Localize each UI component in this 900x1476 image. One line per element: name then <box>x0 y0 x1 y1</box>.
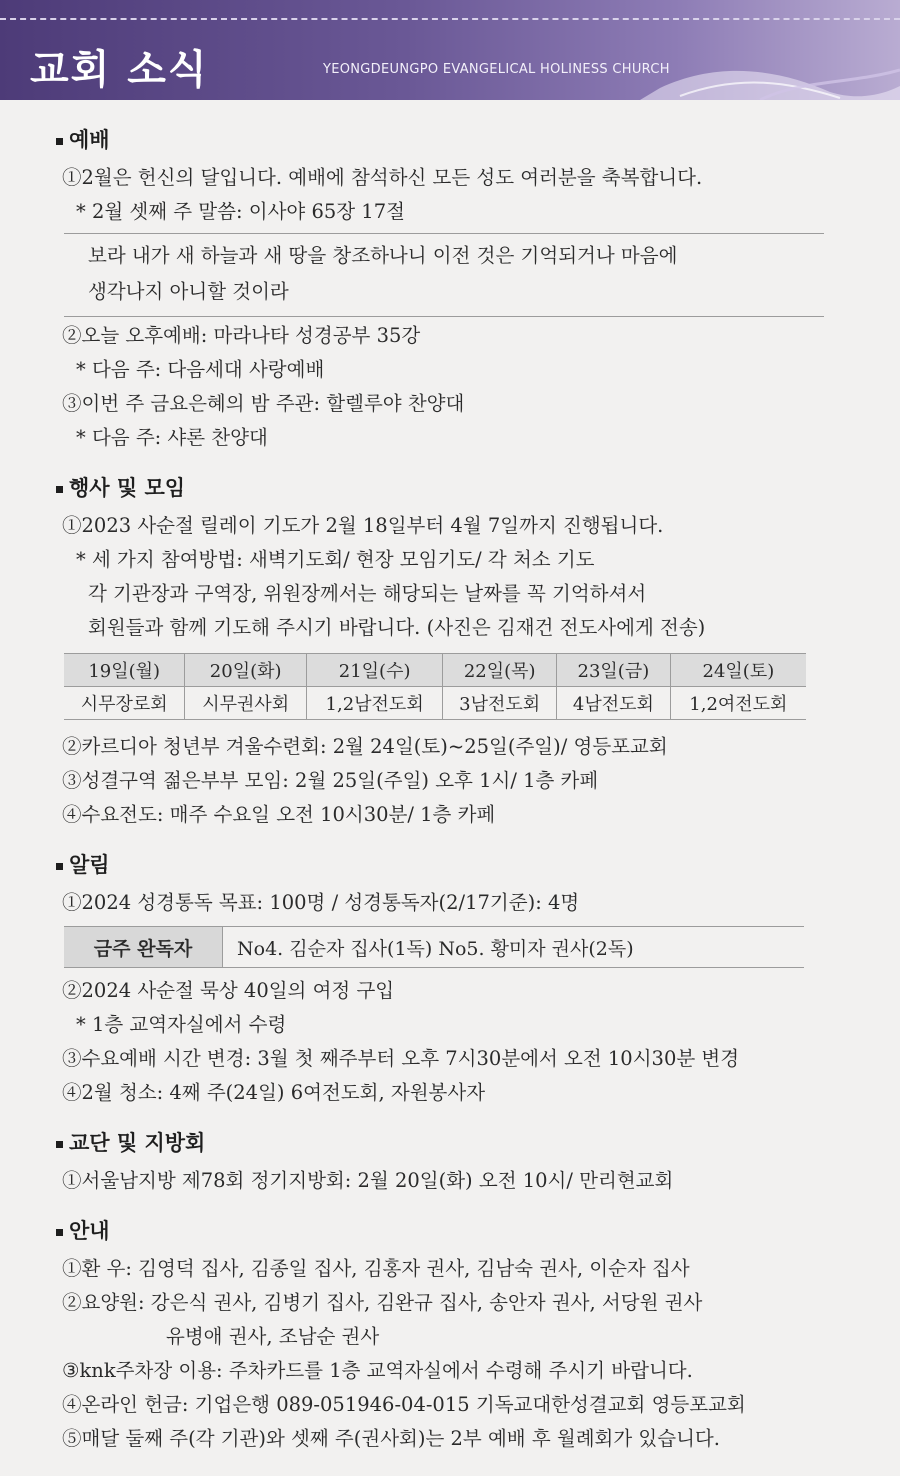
header-banner <box>0 0 900 100</box>
table-cell: 시무권사회 <box>185 687 307 720</box>
guide-line-2: ②요양원: 강은식 권사, 김병기 집사, 김완규 집사, 송안자 권사, 서당원 권사 <box>62 1291 703 1314</box>
scripture-quote <box>64 233 824 317</box>
quote-line-2: 생각나지 아니할 것이라 <box>88 280 289 303</box>
district-line-1: ①서울남지방 제78회 정기지방회: 2월 20일(화) 오전 10시/ 만리현교회 <box>62 1169 674 1192</box>
events-line-2: * 세 가지 참여방법: 새벽기도회/ 현장 모임기도/ 각 처소 기도 <box>76 548 595 571</box>
notices-line-3: * 1층 교역자실에서 수령 <box>76 1013 287 1036</box>
events-line-3: 각 기관장과 구역장, 위원장께서는 해당되는 날짜를 꼭 기억하셔서 <box>88 582 647 605</box>
section-heading-guide: 안내 <box>56 1216 832 1246</box>
guide-line-1: ①환 우: 김영덕 집사, 김종일 집사, 김홍자 권사, 김남숙 권사, 이순자 집사 <box>62 1257 690 1280</box>
events-line-6: ③성결구역 젊은부부 모임: 2월 25일(주일) 오후 1시/ 1층 카페 <box>62 769 599 792</box>
table-cell: 1,2남전도회 <box>306 687 442 720</box>
worship-line-4: * 다음 주: 다음세대 사랑예배 <box>76 358 325 381</box>
table-row <box>64 687 806 720</box>
completed-readers-value: No4. 김순자 집사(1독) No5. 황미자 권사(2독) <box>237 937 634 960</box>
notices-line-4: ③수요예배 시간 변경: 3월 첫 째주부터 오후 7시30분에서 오전 10시30분 변경 <box>62 1047 740 1070</box>
table-cell: 21일(수) <box>306 654 442 687</box>
notices-line-2: ②2024 사순절 묵상 40일의 여정 구입 <box>62 979 395 1002</box>
notices-line-5: ④2월 청소: 4째 주(24일) 6여전도회, 자원봉사자 <box>62 1081 486 1104</box>
table-cell: 24일(토) <box>670 654 806 687</box>
bullet-square-icon <box>56 486 63 493</box>
guide-line-5: ④온라인 헌금: 기업은행 089-051946-04-015 기독교대한성결교회 영등포교회 <box>62 1393 746 1416</box>
table-cell: 19일(월) <box>64 654 185 687</box>
guide-line-4: ③knk주차장 이용: 주차카드를 1층 교역자실에서 수령해 주시기 바랍니다. <box>62 1359 693 1382</box>
table-row <box>64 654 806 687</box>
section-heading-district: 교단 및 지방회 <box>56 1128 832 1158</box>
events-line-7: ④수요전도: 매주 수요일 오전 10시30분/ 1층 카페 <box>62 803 496 826</box>
table-cell: 23일(금) <box>557 654 671 687</box>
section-heading-notices: 알림 <box>56 850 832 880</box>
table-cell: 3남전도회 <box>443 687 557 720</box>
events-line-5: ②카르디아 청년부 겨울수련회: 2월 24일(토)~25일(주일)/ 영등포교회 <box>62 735 668 758</box>
page-title: 교회 소식 <box>30 47 209 93</box>
table-cell: 22일(목) <box>443 654 557 687</box>
notices-line-1: ①2024 성경통독 목표: 100명 / 성경통독자(2/17기준): 4명 <box>62 891 580 914</box>
events-line-4: 회원들과 함께 기도해 주시기 바랍니다. (사진은 김재건 전도사에게 전송) <box>88 616 706 639</box>
worship-line-5: ③이번 주 금요은혜의 밤 주관: 할렐루야 찬양대 <box>62 392 465 415</box>
worship-line-3: ②오늘 오후예배: 마라나타 성경공부 35강 <box>62 324 421 347</box>
worship-line-6: * 다음 주: 샤론 찬양대 <box>76 426 268 449</box>
worship-line-1: ①2월은 헌신의 달입니다. 예배에 참석하신 모든 성도 여러분을 축복합니다. <box>62 166 703 189</box>
worship-line-2: * 2월 셋째 주 말씀: 이사야 65장 17절 <box>76 200 405 223</box>
church-name: YEONGDEUNGPO EVANGELICAL HOLINESS CHURCH <box>323 62 670 77</box>
news-content <box>62 125 832 1456</box>
events-line-1: ①2023 사순절 릴레이 기도가 2월 18일부터 4월 7일까지 진행됩니다. <box>62 514 664 537</box>
section-heading-events: 행사 및 모임 <box>56 473 832 503</box>
table-cell: 시무장로회 <box>64 687 185 720</box>
bullet-square-icon <box>56 138 63 145</box>
bullet-square-icon <box>56 1141 63 1148</box>
prayer-schedule-table <box>64 653 806 720</box>
bullet-square-icon <box>56 1229 63 1236</box>
bullet-square-icon <box>56 863 63 870</box>
quote-line-1: 보라 내가 새 하늘과 새 땅을 창조하나니 이전 것은 기억되거나 마음에 <box>88 244 678 267</box>
guide-line-3: 유병애 권사, 조남순 권사 <box>166 1325 380 1348</box>
table-cell: 4남전도회 <box>557 687 671 720</box>
table-cell: 20일(화) <box>185 654 307 687</box>
guide-line-6: ⑤매달 둘째 주(각 기관)와 셋째 주(권사회)는 2부 예배 후 월례회가 있습니다. <box>62 1427 720 1450</box>
completed-readers-label: 금주 완독자 <box>64 927 223 967</box>
ribbon-decoration <box>640 0 900 100</box>
table-cell: 1,2여전도회 <box>670 687 806 720</box>
section-heading-worship: 예배 <box>56 125 832 155</box>
completed-readers-box <box>64 926 804 968</box>
